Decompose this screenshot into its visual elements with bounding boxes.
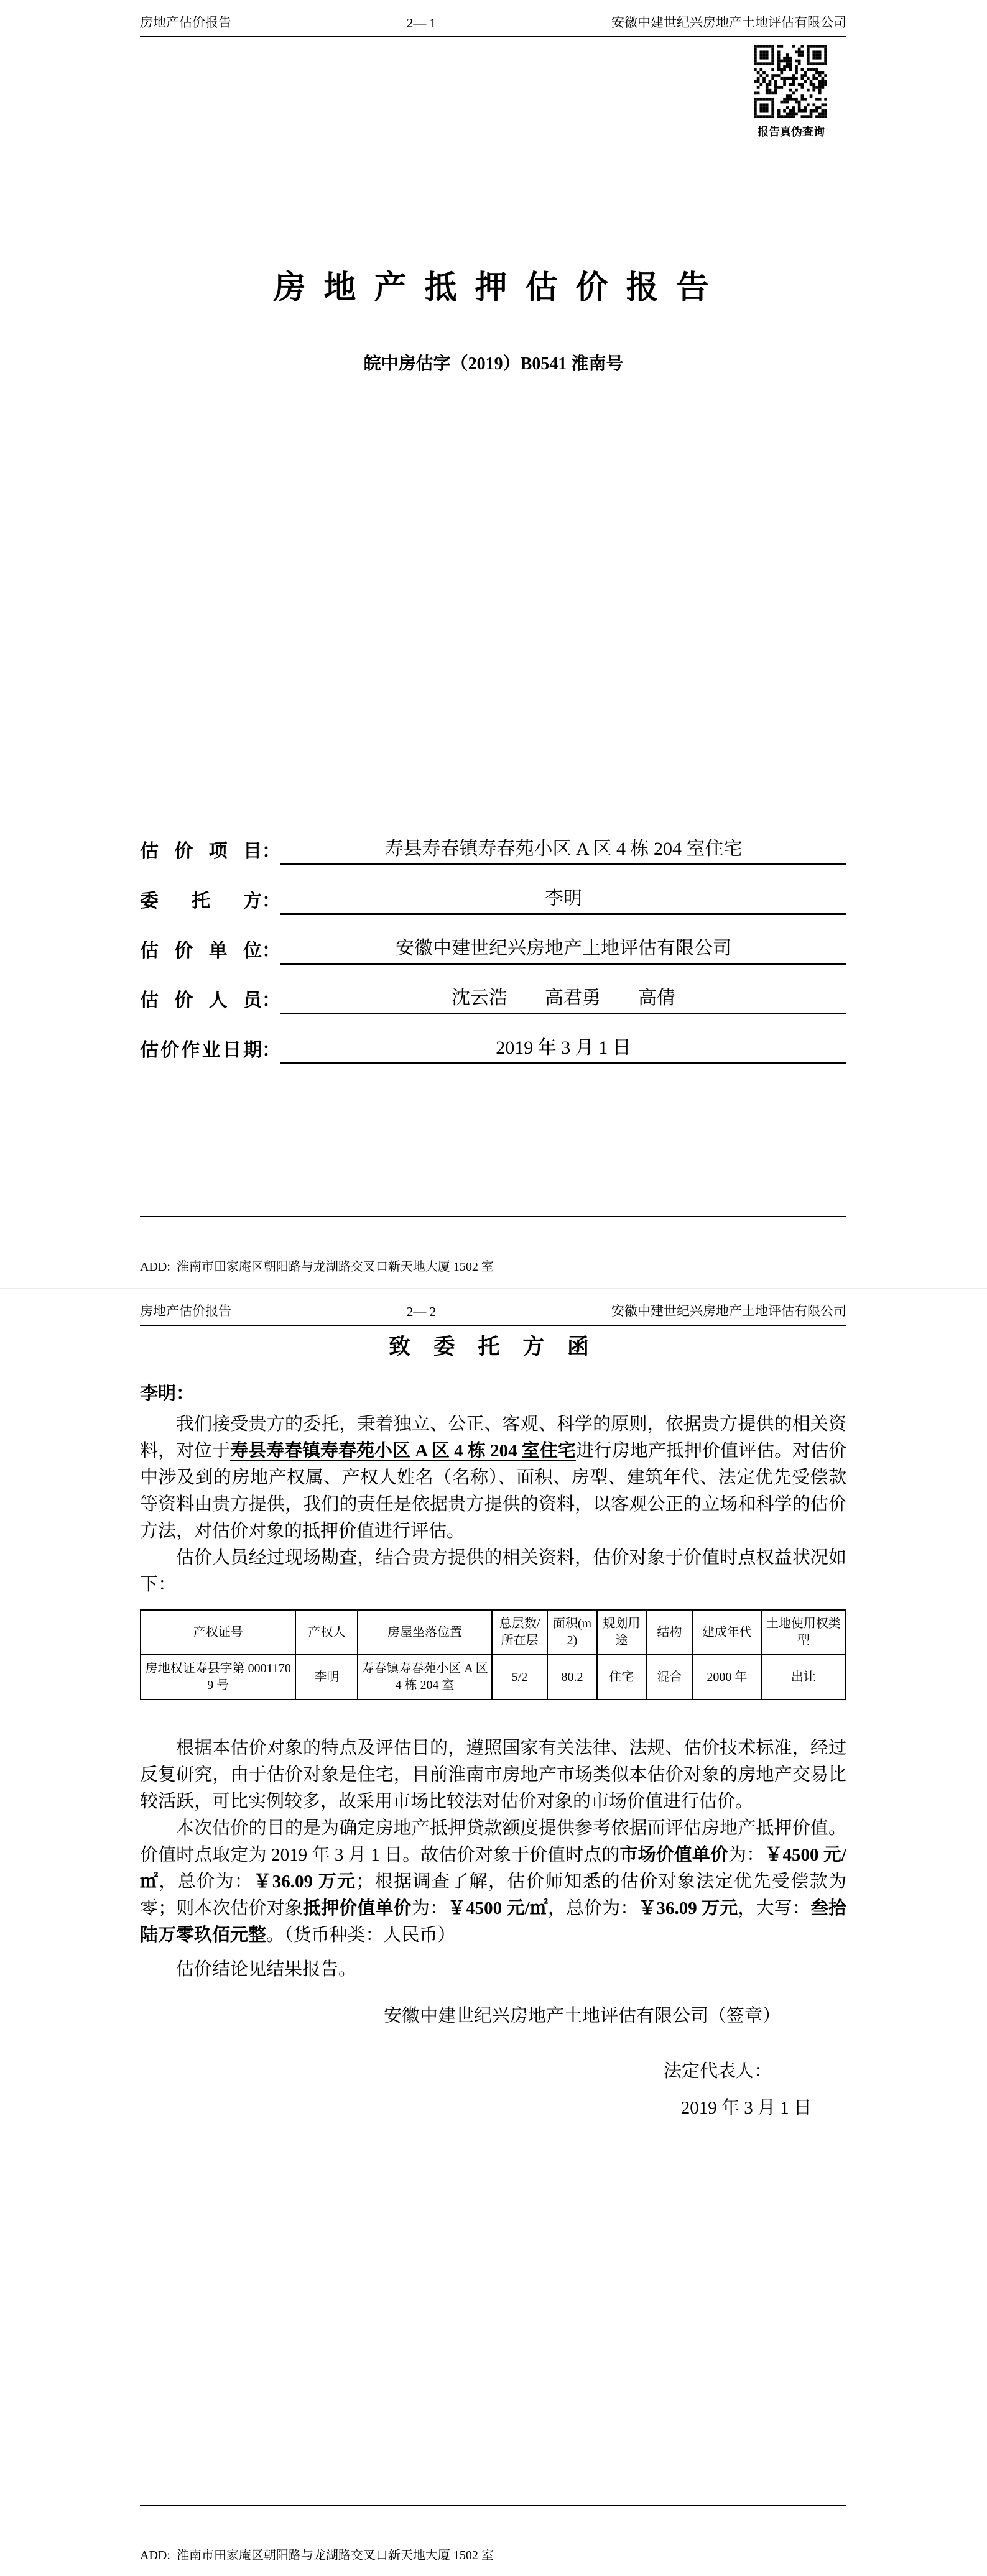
field-client <box>140 865 846 915</box>
market-value-label: 市场价值单价 <box>619 1845 729 1865</box>
field-value: 李明 <box>280 883 846 915</box>
field-colon: ： <box>262 990 280 1011</box>
field-colon: ： <box>262 941 280 961</box>
field-value: 安徽中建世纪兴房地产土地评估有限公司 <box>280 932 846 965</box>
page-header <box>140 12 846 37</box>
table-header-cell: 规划用途 <box>597 1610 646 1655</box>
field-value: 2019 年 3 月 1 日 <box>280 1032 846 1064</box>
table-header-cell: 产权人 <box>295 1610 358 1655</box>
field-label: 估价人员 <box>140 990 262 1011</box>
report-title: 房 地 产 抵 押 估 价 报 告 <box>273 270 714 306</box>
table-header-cell: 总层数/所在层 <box>492 1610 548 1655</box>
text-segment: 进行房地产抵押价值评估。对估价中涉及到的房地产权属、产权人姓名（名称）、面积、房型、建筑年代、法定优先受偿款等资料由贵方提供，我们的责任是依据贵方提供的资料，以客观公正的立场和科学的估价方法，对估价对象的抵押价值进行评估。 <box>140 1441 846 1541</box>
field-label: 估价作业日期 <box>140 1040 262 1060</box>
header-page-number: 2— 2 <box>406 1304 437 1319</box>
table-cell: 5/2 <box>492 1655 548 1700</box>
table-header-cell: 建成年代 <box>693 1610 761 1655</box>
table-header-cell: 土地使用权类型 <box>761 1610 846 1655</box>
cover-fields <box>140 816 846 1064</box>
qr-caption: 报告真伪查询 <box>758 126 825 138</box>
field-value: 寿县寿春镇寿春苑小区 A 区 4 栋 204 室住宅 <box>280 833 846 865</box>
table-cell: 住宅 <box>597 1655 646 1700</box>
field-colon: ： <box>262 841 280 862</box>
text-segment: 为： <box>728 1845 765 1865</box>
header-company-name: 安徽中建世纪兴房地产土地评估有限公司 <box>611 1304 846 1318</box>
text-segment: 我们接受贵方的委托，秉着独立、公正、客观、科学的原则，依据贵方提供的相关资料，对位于 <box>140 1414 846 1461</box>
table-cell: 出让 <box>761 1655 846 1700</box>
amount-in-words: 叁拾陆万零玖佰元整 <box>140 1898 846 1945</box>
mortgage-total-price: ￥36.09 万元 <box>638 1898 738 1918</box>
field-appraisers <box>140 965 846 1014</box>
table-row <box>141 1655 846 1700</box>
header-company-name: 安徽中建世纪兴房地产土地评估有限公司 <box>611 15 846 30</box>
market-unit-price: ￥4500 元/㎡ <box>140 1845 846 1892</box>
field-label: 委托方 <box>140 891 262 911</box>
table-header-cell: 面积(m2) <box>547 1610 596 1655</box>
page-header <box>140 1301 846 1326</box>
letter-content <box>140 1323 846 2119</box>
table-header-row <box>141 1610 846 1655</box>
text-segment: 为： <box>411 1898 448 1918</box>
field-colon: ： <box>262 1040 280 1060</box>
text-segment: ，总价为： <box>547 1898 639 1918</box>
table-cell: 房地权证寿县字第 00011709 号 <box>141 1655 295 1700</box>
page-footer <box>140 2505 846 2576</box>
paragraph-method: 根据本估价对象的特点及评估目的，遵照国家有关法律、法规、估价技术标准，经过反复研究，由于估价对象是住宅，目前淮南市房地产市场类似本估价对象的房地产交易比较活跃，可比实例较多，故采用市场比较法对估价对象的市场价值进行估价。 <box>140 1738 846 1811</box>
paragraph-conclusion: 估价结论见结果报告。 <box>176 1959 357 1979</box>
table-cell: 2000 年 <box>693 1655 761 1700</box>
field-project <box>140 816 846 865</box>
subject-property-text: 寿县寿春镇寿春苑小区 A 区 4 栋 204 室住宅 <box>230 1441 576 1461</box>
table-header-cell: 产权证号 <box>141 1610 295 1655</box>
field-label: 估价单位 <box>140 941 262 961</box>
field-label: 估价项目 <box>140 841 262 862</box>
text-segment: ；根据调查了解，估价师知悉的估价对象法定优先受偿款为零；则本次估价对象 <box>140 1872 846 1918</box>
paragraph-commission <box>140 1411 846 1545</box>
header-page-number: 2— 1 <box>406 16 437 30</box>
field-colon: ： <box>262 891 280 911</box>
table-cell: 80.2 <box>547 1655 596 1700</box>
text-segment: ，大写： <box>738 1898 810 1918</box>
report-doc-number: 皖中房估字（2019）B0541 淮南号 <box>363 354 624 374</box>
market-total-price: ￥36.09 万元 <box>253 1872 356 1892</box>
text-segment: 。（货币种类：人民币） <box>266 1925 456 1945</box>
header-doc-name: 房地产估价报告 <box>140 1304 231 1318</box>
signature-legal-rep: 法定代表人： <box>663 2061 772 2081</box>
qr-code-icon <box>754 45 827 118</box>
signature-company: 安徽中建世纪兴房地产土地评估有限公司（签章） <box>383 2006 781 2026</box>
property-rights-table <box>140 1609 846 1700</box>
text-segment: ，总价为： <box>159 1872 254 1892</box>
mortgage-value-label: 抵押价值单价 <box>303 1898 412 1918</box>
footer-address: ADD: 淮南市田家庵区朝阳路与龙湖路交叉口新天地大厦 1502 室 <box>140 2549 494 2562</box>
field-agency <box>140 915 846 965</box>
table-header-cell: 房屋坐落位置 <box>358 1610 491 1655</box>
paragraph-valuation <box>140 1815 846 1949</box>
table-cell: 李明 <box>295 1655 358 1700</box>
footer-address: ADD: 淮南市田家庵区朝阳路与龙湖路交叉口新天地大厦 1502 室 <box>140 1260 494 1274</box>
table-header-cell: 结构 <box>646 1610 693 1655</box>
paragraph-survey: 估价人员经过现场勘查，结合贵方提供的相关资料，估价对象于价值时点权益状况如下： <box>140 1548 846 1594</box>
letter-title: 致 委 托 方 函 <box>388 1335 598 1359</box>
letter-page <box>0 1288 987 2576</box>
table-cell: 混合 <box>646 1655 693 1700</box>
qr-block <box>754 45 828 139</box>
salutation: 李明： <box>140 1384 195 1404</box>
signature-date: 2019 年 3 月 1 日 <box>680 2098 812 2118</box>
header-doc-name: 房地产估价报告 <box>140 15 231 30</box>
mortgage-unit-price: ￥4500 元/㎡ <box>447 1898 548 1918</box>
text-segment: 本次估价的目的是为确定房地产抵押贷款额度提供参考依据而评估房地产抵押价值。价值时点取定为 2019 年 3 月 1 日。故估价对象于价值时点的 <box>140 1818 846 1865</box>
field-work-date <box>140 1014 846 1064</box>
field-value: 沈云浩 高君勇 高倩 <box>280 982 846 1014</box>
page-footer <box>140 1216 846 1288</box>
table-cell: 寿春镇寿春苑小区 A 区 4 栋 204 室 <box>358 1655 491 1700</box>
